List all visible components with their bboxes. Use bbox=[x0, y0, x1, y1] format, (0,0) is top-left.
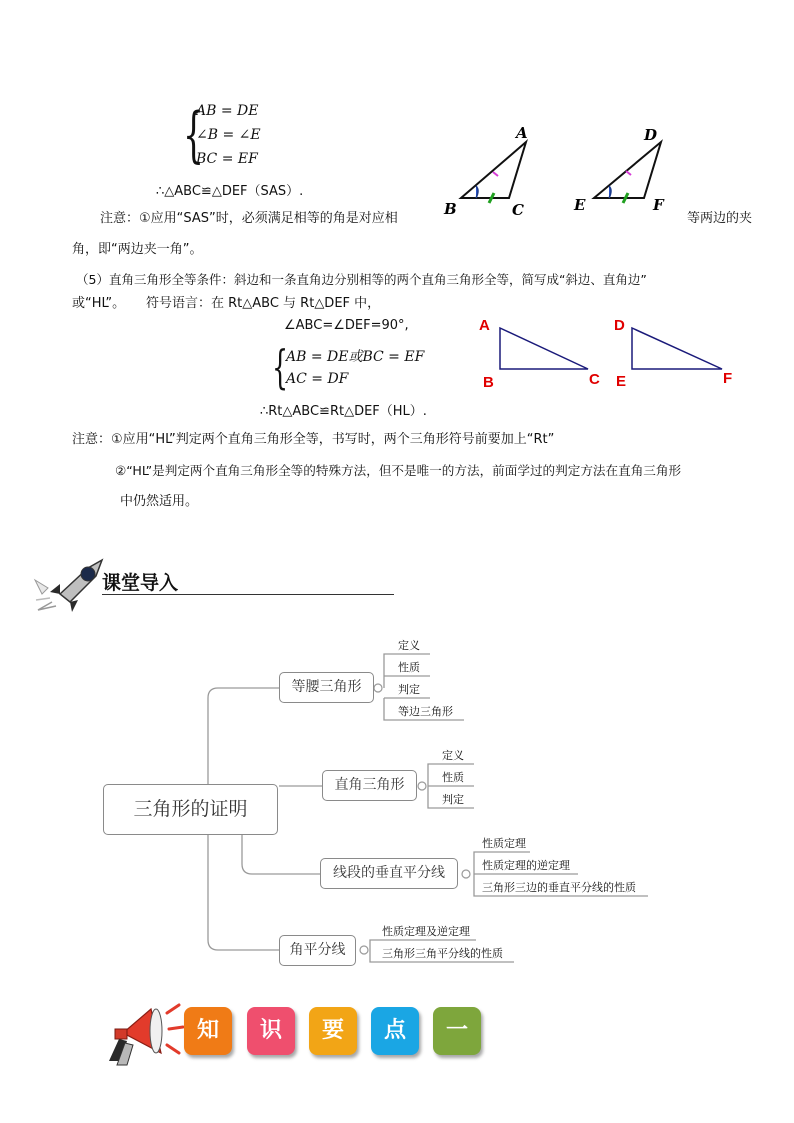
hl-condition-text: （5）直角三角形全等条件：斜边和一条直角边分别相等的两个直角三角形全等，简写成“斜边、直角边” bbox=[76, 272, 647, 287]
hl-brace: { bbox=[272, 340, 289, 394]
hl-symbol-language: 符号语言：在 Rt△ABC 与 Rt△DEF 中， bbox=[146, 296, 381, 311]
sas-brace: { bbox=[183, 100, 205, 170]
hl-label-f: F bbox=[723, 370, 733, 387]
mindmap-leaf[interactable]: 等边三角形 bbox=[398, 705, 453, 718]
banner-char-3: 要 bbox=[309, 1007, 357, 1055]
mindmap-branch-isosceles[interactable]: 等腰三角形 bbox=[279, 672, 374, 703]
sas-label-d: D bbox=[644, 126, 658, 144]
hl-label-d: D bbox=[614, 317, 625, 334]
mindmap-leaf[interactable]: 判定 bbox=[398, 683, 420, 696]
mindmap-branch-right-triangle[interactable]: 直角三角形 bbox=[322, 770, 417, 801]
mindmap-leaf[interactable]: 性质定理的逆定理 bbox=[482, 859, 570, 872]
hl-label-b: B bbox=[483, 374, 494, 390]
sas-label-f: F bbox=[653, 196, 664, 214]
mindmap-leaf[interactable]: 定义 bbox=[398, 639, 420, 652]
banner-char-1: 知 bbox=[184, 1007, 232, 1055]
sas-label-b: B bbox=[444, 200, 457, 218]
sas-eq-3: BC = EF bbox=[196, 151, 258, 167]
hl-abbrev-text: 或“HL”。 bbox=[72, 296, 126, 311]
mindmap-branch-angle-bisector[interactable]: 角平分线 bbox=[279, 935, 356, 966]
mindmap-leaf[interactable]: 判定 bbox=[442, 793, 464, 806]
sas-label-e: E bbox=[574, 196, 586, 214]
mindmap-branch-perpendicular-bisector[interactable]: 线段的垂直平分线 bbox=[320, 858, 458, 889]
hl-note-2-cont: 中仍然适用。 bbox=[120, 494, 199, 509]
banner-char-4: 点 bbox=[371, 1007, 419, 1055]
hl-eq-1: AB = DE或BC = EF bbox=[286, 349, 425, 365]
mindmap-leaf[interactable]: 三角形三边的垂直平分线的性质 bbox=[482, 881, 636, 894]
mindmap-leaf[interactable]: 性质 bbox=[398, 661, 420, 674]
sas-label-c: C bbox=[512, 201, 524, 219]
mindmap-leaf[interactable]: 性质定理 bbox=[482, 837, 526, 850]
mindmap-root[interactable]: 三角形的证明 bbox=[103, 784, 278, 835]
sas-note-part1: 注意：①应用“SAS”时，必须满足相等的角是对应相 bbox=[100, 211, 398, 226]
sas-label-a: A bbox=[516, 124, 528, 142]
hl-conclusion: ∴Rt△ABC≌Rt△DEF（HL）. bbox=[260, 404, 427, 419]
banner-char-2: 识 bbox=[247, 1007, 295, 1055]
sas-eq-1: AB = DE bbox=[196, 103, 259, 119]
hl-eq-2: AC = DF bbox=[286, 371, 349, 387]
mindmap-leaf[interactable]: 性质定理及逆定理 bbox=[382, 925, 470, 938]
banner-char-5: 一 bbox=[433, 1007, 481, 1055]
hl-label-e: E bbox=[616, 373, 627, 390]
mindmap-leaf[interactable]: 定义 bbox=[442, 749, 464, 762]
branch-collapse-toggle-2 bbox=[418, 782, 426, 790]
section-title: 课堂导入 bbox=[102, 572, 179, 594]
megaphone-icon bbox=[105, 995, 185, 1070]
branch-collapse-toggle-1 bbox=[374, 684, 382, 692]
branch-collapse-toggle-4 bbox=[360, 946, 368, 954]
sas-conclusion: ∴△ABC≌△DEF（SAS）. bbox=[156, 184, 304, 199]
mindmap-leaf[interactable]: 性质 bbox=[442, 771, 464, 784]
hl-note-2: ②“HL”是判定两个直角三角形全等的特殊方法，但不是唯一的方法，前面学过的判定方法在直角三角形 bbox=[115, 463, 682, 478]
branch-collapse-toggle-3 bbox=[462, 870, 470, 878]
hl-angle-condition: ∠ABC=∠DEF=90°, bbox=[284, 318, 409, 333]
hl-note-1: 注意：①应用“HL”判定两个直角三角形全等，书写时，两个三角形符号前要加上“Rt” bbox=[72, 432, 555, 447]
sas-eq-2: ∠B = ∠E bbox=[196, 127, 261, 143]
sas-note-part3: 角，即“两边夹一角”。 bbox=[72, 242, 203, 257]
hl-label-c: C bbox=[589, 371, 600, 388]
hl-label-a: A bbox=[479, 317, 490, 334]
mindmap-leaf[interactable]: 三角形三角平分线的性质 bbox=[382, 947, 503, 960]
sas-note-part2: 等两边的夹 bbox=[687, 211, 753, 226]
